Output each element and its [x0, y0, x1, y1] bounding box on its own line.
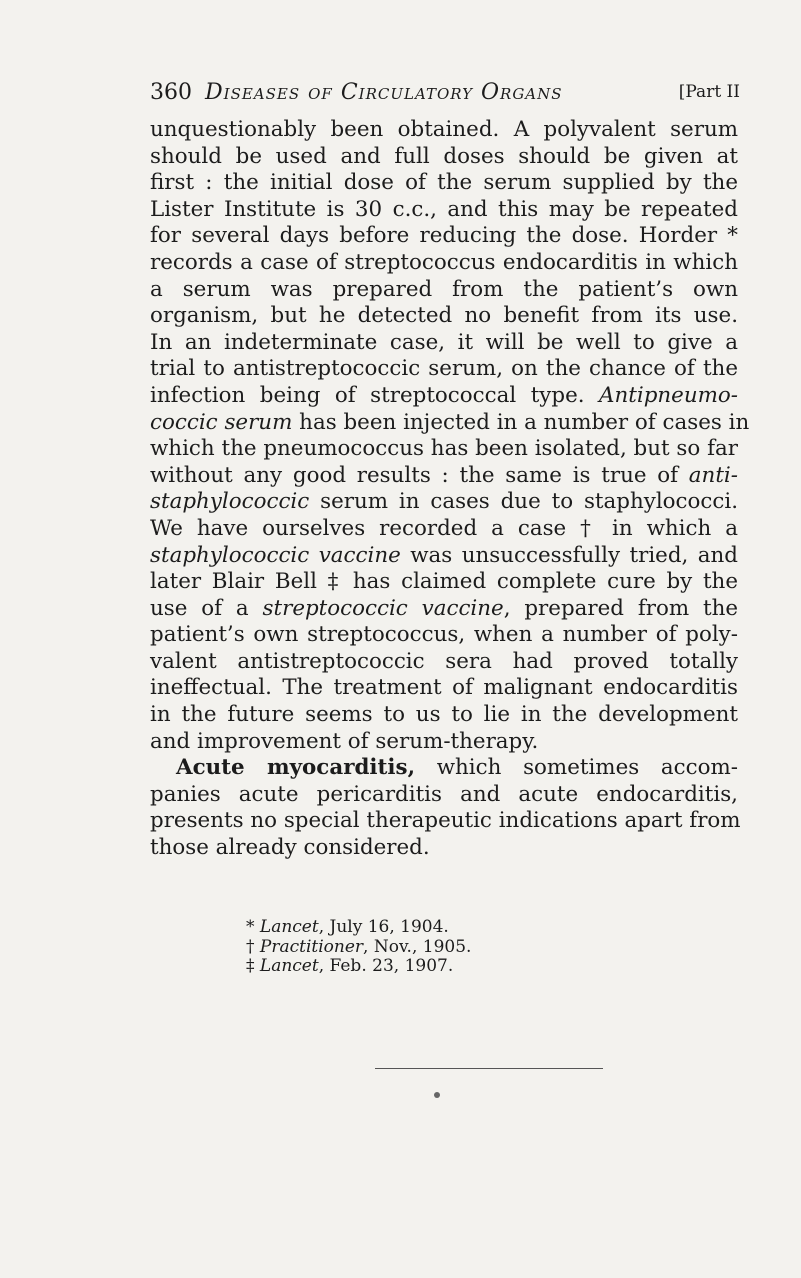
body-text: In an indeterminate case, it will be well to give a [150, 329, 738, 355]
body-line [150, 463, 738, 490]
body-line [150, 729, 738, 756]
body-text: infection being of streptococcal type. [150, 382, 600, 408]
body-text: Antipneumo- [599, 382, 738, 408]
divider-rule [375, 1068, 603, 1069]
body-line [150, 489, 738, 516]
body-line [150, 303, 738, 330]
body-text: staphylococcic [150, 489, 310, 515]
footnote-text: , Nov., 1905. [363, 936, 472, 957]
body-text: serum in cases due to staphylococci. [309, 489, 738, 515]
body-text: , prepared from the [503, 595, 739, 621]
body-text [150, 117, 750, 862]
body-line [150, 170, 738, 197]
body-line [150, 702, 738, 729]
body-text: coccic serum [150, 409, 293, 435]
body-text: without any good results : the same is true of [150, 462, 689, 488]
footnote-text: * [246, 917, 260, 937]
body-text: Acute myocarditis, [176, 755, 416, 781]
body-line [150, 596, 738, 623]
body-text: and improvement of serum-therapy. [150, 728, 539, 754]
body-text: We have ourselves recorded a case † in which a [150, 515, 738, 541]
body-text: a serum was prepared from the patient’s own [150, 276, 738, 302]
footnote [246, 957, 471, 977]
body-line [150, 755, 738, 782]
body-text: was unsuccessfully tried, and [400, 542, 738, 568]
body-text: Lister Institute is 30 c.c., and this may be repeated [150, 196, 738, 222]
part-label: [Part II [678, 82, 740, 102]
body-line [150, 835, 738, 862]
body-text: first : the initial dose of the serum supplied by the [150, 170, 738, 196]
body-text: in the future seems to us to lie in the development [150, 702, 738, 728]
body-text: streptococcic vaccine [262, 595, 504, 621]
body-text: records a case of streptococcus endocarditis in which [150, 249, 738, 275]
body-line [150, 144, 738, 171]
body-line [150, 569, 738, 596]
body-text: patient’s own streptococcus, when a number of poly- [150, 622, 738, 648]
footnotes [246, 918, 471, 977]
body-line [150, 649, 738, 676]
footnote [246, 918, 471, 938]
body-text: trial to antistreptococcic serum, on the chance of the [150, 356, 738, 382]
body-text: which sometimes accom- [415, 755, 738, 781]
footnote-text: † [246, 936, 260, 957]
body-line [150, 808, 741, 835]
footnote-text: , July 16, 1904. [318, 917, 449, 937]
body-line [150, 622, 738, 649]
page-number: 360 [150, 80, 192, 105]
ink-speck [434, 1092, 440, 1098]
footnote-text: , Feb. 23, 1907. [318, 956, 454, 976]
body-text: should be used and full doses should be given at [150, 143, 738, 169]
body-text: later Blair Bell ‡ has claimed complete cure by the [150, 569, 738, 595]
body-text: staphylococcic vaccine [150, 542, 401, 568]
body-line [150, 117, 738, 144]
body-line [150, 409, 750, 437]
body-line [150, 250, 738, 277]
footnote-text: Lancet [259, 917, 319, 937]
body-text: valent antistreptococcic sera had proved totally [150, 648, 738, 674]
body-text: those already considered. [150, 835, 430, 861]
body-line [150, 383, 738, 410]
body-text: organism, but he detected no benefit from its use. [150, 303, 738, 329]
body-line [150, 782, 738, 809]
body-line [150, 330, 738, 357]
body-text: presents no special therapeutic indications apart from [150, 808, 741, 834]
footnote-text: ‡ [246, 956, 260, 976]
body-line [150, 356, 738, 383]
body-line [150, 436, 738, 463]
body-text: for several days before reducing the dose. Horder * [150, 223, 738, 249]
body-text: use of a [150, 595, 263, 621]
running-title: Diseases of Circulatory Organs [205, 80, 563, 105]
body-text: has been injected in a number of cases in [292, 409, 750, 435]
body-text: ineffectual. The treatment of malignant endocarditis [150, 675, 738, 701]
body-text: which the pneumococcus has been isolated, but so far [150, 436, 738, 462]
body-text: panies acute pericarditis and acute endocarditis, [150, 781, 738, 807]
body-line [150, 223, 738, 250]
footnote-text: Lancet [259, 956, 319, 976]
body-line [150, 197, 738, 224]
footnote-text: Practitioner [259, 936, 364, 957]
footnote [246, 938, 471, 958]
body-text: unquestionably been obtained. A polyvalent serum [150, 117, 738, 142]
body-line [150, 543, 738, 570]
body-line [150, 675, 738, 702]
body-line [150, 277, 738, 304]
body-line [150, 516, 738, 543]
body-text: anti- [688, 462, 738, 488]
